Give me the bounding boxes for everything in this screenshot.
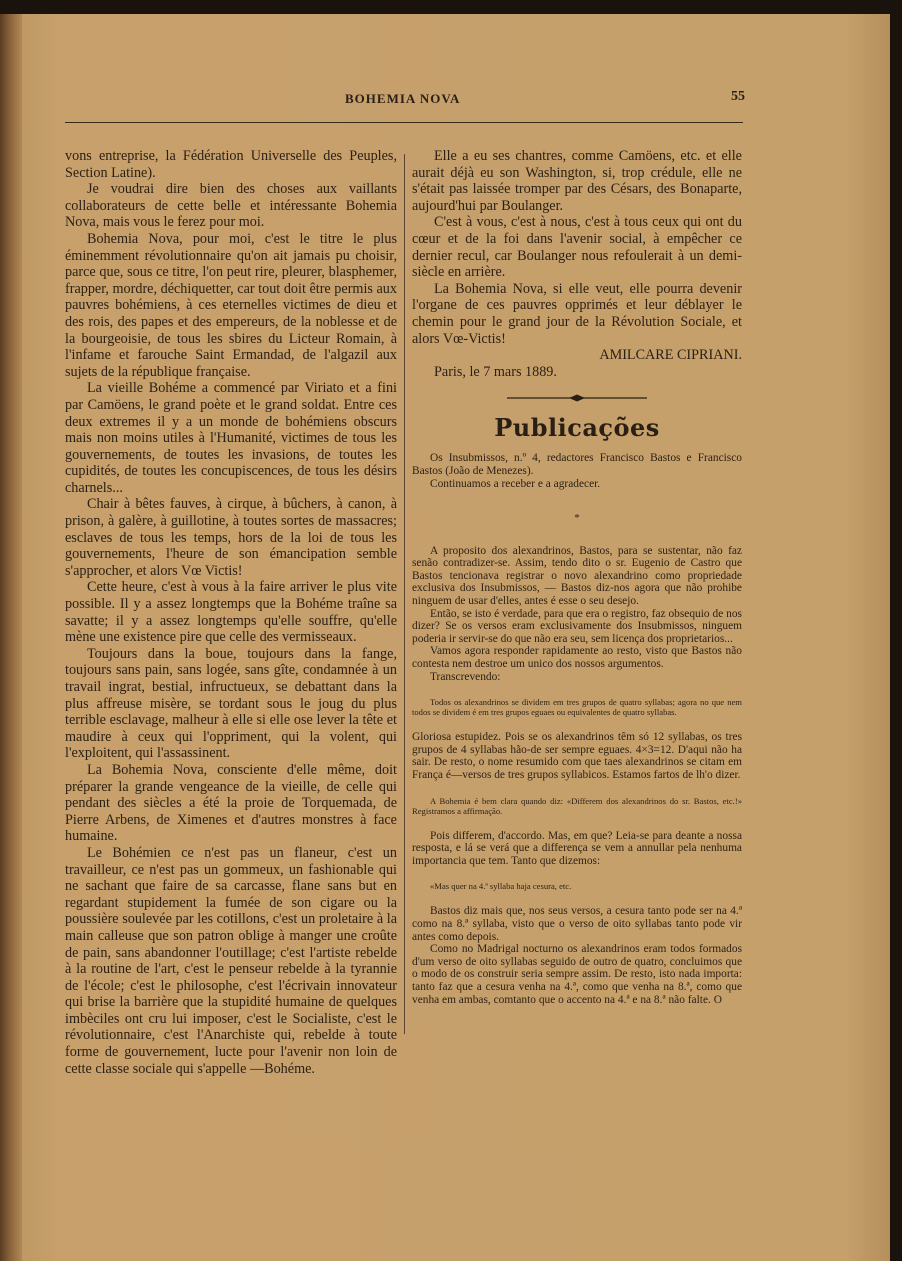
quotation: [412, 796, 742, 816]
paragraph: vons entreprise, la Fédération Universelle des Peuples, Section Latine).: [65, 148, 397, 181]
header-rule: [65, 122, 743, 123]
paragraph: Como no Madrigal nocturno os alexandrinos eram todos formados d'um verso de oito syllabas seguido de outro de quatro, concluimos que o modo de os construir seria sempre assim. De resto, isto nada importa: tanto faz que a cesura venha na 4.ª, como que venha na 8.ª, como que venha em ambas, comtanto que o accento na 4.ª e na 8.ª não falte. O: [412, 943, 742, 1006]
paragraph: Bastos diz mais que, nos seus versos, a cesura tanto pode ser na 4.ª como na 8.ª syllaba, visto que o verso de oito syllabas tanto pode vir antes como depois.: [412, 905, 742, 943]
paragraph: Vamos agora responder rapidamente ao resto, visto que Bastos não contesta nem destroe um unico dos nossos argumentos.: [412, 645, 742, 671]
quote-text: «Mas quer na 4.ª syllaba haja cesura, etc.: [430, 881, 572, 892]
paragraph: Então, se isto é verdade, para que era o registro, faz obsequio de nos dizer? Se os versos eram exclusivamente dos Insubmissos, ninguem poderia ir servir-se do que não era seu, sem licença dos proprietarios...: [412, 607, 742, 645]
paragraph: Bohemia Nova, pour moi, c'est le titre le plus éminemment révolutionnaire qu'on ait jamais pu choisir, parce que, sous ce titre, l'on peut rire, pleurer, blasphemer, frapper, mordre, déchiquetter, car tout doit être permis aux pauvres bohémiens, à ces eternelles victimes de dieu et des rois, des papes et des empereurs, de la noblesse et de la bourgeoisie, de tous les sbires du Licteur Romain, à l'infame et farouche Saint Ermandad, de l'algazil aux sujets de la république française.: [65, 230, 397, 380]
page-binding: [0, 14, 22, 1261]
paragraph: Continuamos a receber e a agradecer.: [430, 477, 601, 490]
paragraph: Le Bohémien ce n'est pas un flaneur, c'est un travailleur, ce n'est pas un gommeux, un fashionable qui ne sachant que faire de sa carcasse, flane sans but en regardant stupidement la fumée de son cigare ou la poussière soulevée par les cotillons, c'est un proletaire à la main calleuse que son patron oblige à manger une croûte de pain, sans abandonner l'outillage; c'est l'artiste rebelde à la routine de l'art, c'est le penseur rebelde à la tyrannie de l'école; c'est le philosophe, c'est l'écrivain innovateur qui brise la barrière que la stupidité humaine de quelques imbèciles ont cru lui imposer, c'est le Socialiste, c'est le révolutionnaire, c'est l'Anarchiste qui, rebelde à toute forme de gouvernement, lucte pour l'avenir non loin de cette classe sociale qui s'appelle —Bohéme.: [65, 844, 397, 1077]
newspaper-page: [0, 14, 890, 1261]
article-body: [412, 545, 742, 684]
quote-text: A Bohemia é bem clara quando diz: «Differem dos alexandrinos do sr. Bastos, etc.!» Registramos a affirmação.: [412, 795, 742, 816]
paragraph: Gloriosa estupidez. Pois se os alexandrinos têm só 12 syllabas, os tres grupos de 4 syllabas hão-de ser sempre eguaes. 4×3=12. D'aqui não ha sair. De resto, o nome resumido com que taes alexandrinos se citam em França é—versos de tres grupos syllabicos. Estamos fartos de lh'o dizer.: [412, 731, 742, 781]
paragraph: Os Insubmissos, n.º 4, redactores Francisco Bastos e Francisco Bastos (João de Menezes).: [412, 452, 742, 477]
paragraph: A proposito dos alexandrinos, Bastos, para se sustentar, não faz senão contradizer-se. Assim, tendo dito o sr. Eugenio de Castro que Bastos tencionava registrar o novo alexandrino como propriedade exclusiva dos Insubmissos, — Bastos diz-nos agora que não prohibe ninguem de usar d'elles, antes é esse o seu desejo.: [412, 544, 742, 608]
right-column: [412, 148, 742, 1006]
paragraph: Je voudrai dire bien des choses aux vaillants collaborateurs de cette belle et intéressante Bohemia Nova, mais vous le ferez pour moi.: [65, 181, 397, 231]
dateline: Paris, le 7 mars 1889.: [434, 363, 557, 380]
paragraph: Toujours dans la boue, toujours dans la fange, toujours sans pain, sans logée, sans gîte, condamnée à un travail ingrat, bestial, infructueux, se debattant dans la plus affreuse misère, se tordant sous le joug du plus terrible esclavage, malheur à elle si elle ose lever la tête et maudire à ceux qui l'oppriment, qui la volent, qui l'exploitent, qui l'assassinent.: [65, 645, 397, 762]
left-column: [65, 148, 397, 1077]
section-star: *: [574, 512, 580, 525]
paragraph: La vieille Bohéme a commencé par Viriato et a fini par Camöens, le grand poète et le grand soldat. Entre ces deux extremes il y a un monde de bohémiens obscurs mais non moins utiles à l'Humanité, victimes de tous les gouvernements, de toutes les invasions, de toutes les cupidités, de toutes les concupiscences, de tous les désirs charnels...: [65, 380, 397, 496]
quote-text: Todos os alexandrinos se dividem em tres grupos de quatro syllabas; agora no que nem todos se dividem é em tres grupos eguaes ou equivalentes de quatro syllabas.: [412, 697, 742, 718]
paragraph: La Bohemia Nova, consciente d'elle même, doit préparer la grande vengeance de la vieille, de celle qui pendant des siècles a été la proie de Torquemada, de Pierre Arbens, de Ximenes et d'autres monstres à face humaine.: [65, 761, 397, 845]
quotation: [412, 697, 742, 717]
page-number: 55: [731, 89, 745, 104]
paragraph: C'est à vous, c'est à nous, c'est à tous ceux qui ont du cœur et de la foi dans l'avenir social, à empêcher ce dernier recul, car Boulanger nous refoulerait à un demi-siècle en arrière.: [412, 214, 742, 281]
article-body: [412, 830, 742, 868]
paragraph: Chair à bêtes fauves, à cirque, à bûchers, à canon, à prison, à galère, à guillotine, à toutes sortes de massacres; esclaves de tous les temps, hors de la loi de tous les gouvernements, l'heure de son émancipation semble s'approcher, et alors Vœ Victis!: [65, 496, 397, 579]
section-title: Publicações: [494, 413, 660, 443]
paragraph: La Bohemia Nova, si elle veut, elle pourra devenir l'organe de ces pauvres opprimés et leur déblayer le chemin pour le grand jour de la Révolution Sociale, et alors Vœ-Victis!: [412, 280, 742, 347]
article-body: [412, 731, 742, 781]
journal-title: BOHEMIA NOVA: [345, 91, 461, 106]
running-header: [65, 87, 745, 109]
divider-ornament-icon: [507, 394, 647, 402]
column-divider: [404, 154, 405, 1034]
signature: AMILCARE CIPRIANI.: [599, 347, 742, 364]
paragraph: Transcrevendo:: [430, 670, 501, 683]
paragraph: Pois differem, d'accordo. Mas, em que? Leia-se para deante a nossa resposta, e lá se verá que a differença se vem a annullar pela nenhuma importancia que tem. Tanto que dizemos:: [412, 829, 742, 867]
paragraph: Elle a eu ses chantres, comme Camöens, etc. et elle aurait déjà eu son Washington, si, trop crédule, elle ne s'était pas laissée tromper par des Césars, des Bonaparte, aujourd'hui par Boulanger.: [412, 148, 742, 214]
publication-notice: [412, 452, 742, 490]
article-body: [412, 905, 742, 1006]
paragraph: Cette heure, c'est à vous à la faire arriver le plus vite possible. Il y a assez longtemps que la Bohéme traîne sa savatte; il y a assez longtemps qu'elle souffre, qu'elle mène une existence pire que celle des vermisseaux.: [65, 579, 397, 646]
quotation: [412, 881, 742, 891]
